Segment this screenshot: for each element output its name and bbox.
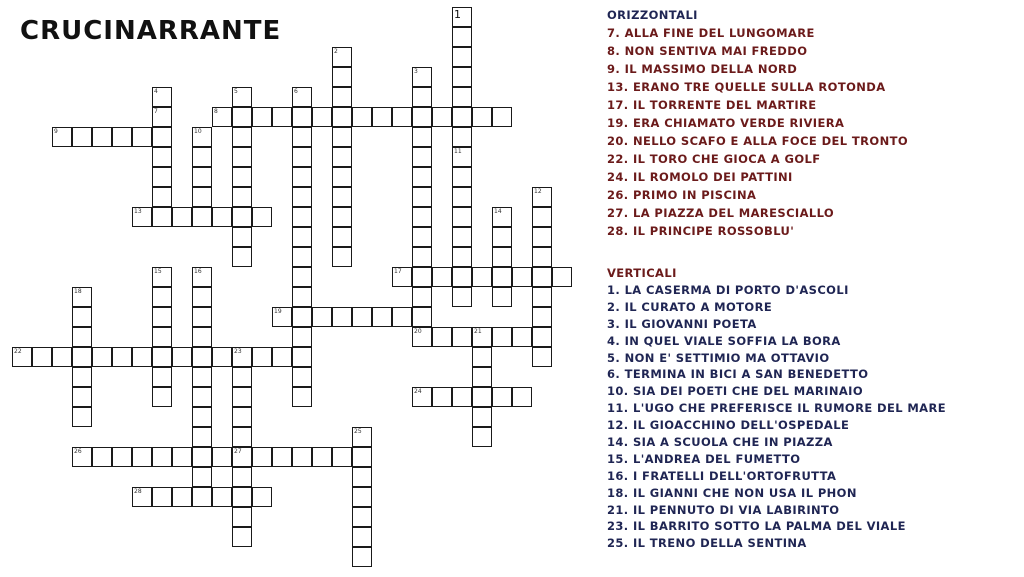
grid-cell[interactable] bbox=[332, 67, 352, 87]
clue-number: 17 bbox=[394, 268, 402, 275]
across-clue-list bbox=[607, 24, 1017, 240]
grid-cell[interactable] bbox=[532, 347, 552, 367]
grid-cell[interactable] bbox=[132, 347, 152, 367]
grid-cell[interactable] bbox=[432, 327, 452, 347]
grid-cell[interactable] bbox=[232, 407, 252, 427]
grid-cell[interactable] bbox=[272, 107, 292, 127]
grid-cell[interactable] bbox=[232, 367, 252, 387]
grid-cell[interactable] bbox=[112, 127, 132, 147]
grid-cell[interactable] bbox=[532, 307, 552, 327]
grid-cell[interactable] bbox=[72, 307, 92, 327]
grid-cell[interactable] bbox=[332, 127, 352, 147]
across-clue: 9. IL MASSIMO DELLA NORD bbox=[607, 62, 798, 76]
grid-cell[interactable] bbox=[492, 327, 512, 347]
grid-cell[interactable] bbox=[252, 207, 272, 227]
grid-cell[interactable] bbox=[492, 247, 512, 267]
clue-number: 25 bbox=[354, 428, 362, 435]
grid-cell[interactable] bbox=[192, 187, 212, 207]
grid-cell[interactable] bbox=[72, 407, 92, 427]
grid-cell[interactable] bbox=[192, 367, 212, 387]
across-clue: 24. IL ROMOLO DEI PATTINI bbox=[607, 170, 793, 184]
clue-number: 11 bbox=[454, 148, 462, 155]
grid-cell[interactable] bbox=[292, 207, 312, 227]
across-clue: 22. IL TORO CHE GIOCA A GOLF bbox=[607, 152, 821, 166]
grid-cell[interactable] bbox=[232, 167, 252, 187]
grid-cell[interactable] bbox=[352, 507, 372, 527]
grid-cell[interactable] bbox=[332, 187, 352, 207]
grid-cell[interactable] bbox=[532, 207, 552, 227]
clue-number: 23 bbox=[234, 348, 242, 355]
grid-cell[interactable] bbox=[252, 347, 272, 367]
down-heading: VERTICALI bbox=[607, 266, 677, 280]
clue-number: 13 bbox=[134, 208, 142, 215]
grid-cell[interactable] bbox=[412, 227, 432, 247]
grid-cell[interactable] bbox=[232, 527, 252, 547]
grid-cell[interactable] bbox=[192, 387, 212, 407]
grid-cell[interactable] bbox=[532, 267, 552, 287]
grid-cell[interactable] bbox=[352, 467, 372, 487]
down-clue: 21. IL PENNUTO DI VIA LABIRINTO bbox=[607, 502, 840, 517]
grid-cell[interactable] bbox=[472, 367, 492, 387]
grid-cell[interactable] bbox=[432, 267, 452, 287]
grid-cell[interactable] bbox=[332, 307, 352, 327]
clue-number: 14 bbox=[494, 208, 502, 215]
grid-cell[interactable] bbox=[452, 387, 472, 407]
grid-cell[interactable] bbox=[192, 407, 212, 427]
grid-cell[interactable] bbox=[152, 327, 172, 347]
down-clues bbox=[607, 265, 1017, 552]
grid-cell[interactable] bbox=[152, 347, 172, 367]
clue-number: 2 bbox=[334, 48, 338, 55]
grid-cell[interactable] bbox=[152, 387, 172, 407]
grid-cell[interactable] bbox=[292, 387, 312, 407]
grid-cell[interactable] bbox=[332, 227, 352, 247]
clue-number: 24 bbox=[414, 388, 422, 395]
grid-cell[interactable] bbox=[532, 227, 552, 247]
grid-cell[interactable] bbox=[312, 307, 332, 327]
grid-cell[interactable] bbox=[472, 347, 492, 367]
grid-cell[interactable] bbox=[192, 207, 212, 227]
grid-cell[interactable] bbox=[112, 447, 132, 467]
grid-cell[interactable] bbox=[52, 347, 72, 367]
down-clue: 3. IL GIOVANNI POETA bbox=[607, 316, 757, 331]
grid-cell[interactable] bbox=[352, 107, 372, 127]
grid-cell[interactable] bbox=[432, 387, 452, 407]
grid-cell[interactable] bbox=[312, 107, 332, 127]
grid-cell[interactable] bbox=[172, 347, 192, 367]
grid-cell[interactable] bbox=[292, 147, 312, 167]
grid-cell[interactable] bbox=[292, 287, 312, 307]
grid-cell[interactable] bbox=[212, 347, 232, 367]
grid-cell[interactable] bbox=[412, 147, 432, 167]
down-clue: 14. SIA A SCUOLA CHE IN PIAZZA bbox=[607, 435, 833, 450]
grid-cell[interactable] bbox=[512, 387, 532, 407]
grid-cell[interactable] bbox=[312, 447, 332, 467]
grid-cell[interactable] bbox=[492, 387, 512, 407]
grid-cell[interactable] bbox=[292, 127, 312, 147]
grid-cell[interactable] bbox=[292, 107, 312, 127]
grid-cell[interactable] bbox=[32, 347, 52, 367]
page-title: CRUCINARRANTE bbox=[20, 16, 282, 46]
grid-cell[interactable] bbox=[232, 467, 252, 487]
clue-number: 8 bbox=[214, 108, 218, 115]
grid-cell[interactable] bbox=[412, 307, 432, 327]
grid-cell[interactable] bbox=[552, 267, 572, 287]
grid-cell[interactable] bbox=[232, 107, 252, 127]
grid-cell[interactable] bbox=[352, 547, 372, 567]
grid-cell[interactable] bbox=[292, 167, 312, 187]
grid-cell[interactable] bbox=[332, 247, 352, 267]
grid-cell[interactable] bbox=[412, 167, 432, 187]
down-clue: 11. L'UGO CHE PREFERISCE IL RUMORE DEL MARE bbox=[607, 401, 946, 416]
down-clue: 18. IL GIANNI CHE NON USA IL PHON bbox=[607, 485, 857, 500]
grid-cell[interactable] bbox=[232, 207, 252, 227]
grid-cell[interactable] bbox=[412, 207, 432, 227]
down-clue: 10. SIA DEI POETI CHE DEL MARINAIO bbox=[607, 384, 864, 399]
grid-cell[interactable] bbox=[332, 167, 352, 187]
grid-cell[interactable] bbox=[332, 107, 352, 127]
down-clue: 2. IL CURATO A MOTORE bbox=[607, 299, 773, 314]
grid-cell[interactable] bbox=[452, 287, 472, 307]
grid-cell[interactable] bbox=[452, 87, 472, 107]
down-clue-list bbox=[607, 282, 1017, 552]
grid-cell[interactable] bbox=[212, 487, 232, 507]
clue-number: 15 bbox=[154, 268, 162, 275]
clue-number: 6 bbox=[294, 88, 298, 95]
down-clue: 23. IL BARRITO SOTTO LA PALMA DEL VIALE bbox=[607, 519, 906, 534]
grid-cell[interactable] bbox=[272, 447, 292, 467]
grid-cell[interactable] bbox=[452, 227, 472, 247]
grid-cell[interactable] bbox=[172, 207, 192, 227]
grid-cell[interactable] bbox=[532, 287, 552, 307]
grid-cell[interactable] bbox=[412, 287, 432, 307]
grid-cell[interactable] bbox=[92, 347, 112, 367]
across-heading: ORIZZONTALI bbox=[607, 8, 698, 22]
grid-cell[interactable] bbox=[452, 267, 472, 287]
grid-cell[interactable] bbox=[152, 367, 172, 387]
grid-cell[interactable] bbox=[372, 307, 392, 327]
grid-cell[interactable] bbox=[532, 247, 552, 267]
clue-number: 5 bbox=[234, 88, 238, 95]
grid-cell[interactable] bbox=[192, 347, 212, 367]
grid-cell[interactable] bbox=[172, 447, 192, 467]
clue-number: 9 bbox=[54, 128, 58, 135]
grid-cell[interactable] bbox=[212, 207, 232, 227]
grid-cell[interactable] bbox=[452, 67, 472, 87]
grid-cell[interactable] bbox=[112, 347, 132, 367]
grid-cell[interactable] bbox=[492, 107, 512, 127]
grid-cell[interactable] bbox=[292, 307, 312, 327]
clue-number: 19 bbox=[274, 308, 282, 315]
grid-cell[interactable] bbox=[152, 447, 172, 467]
down-clue: 1. LA CASERMA DI PORTO D'ASCOLI bbox=[607, 283, 849, 297]
grid-cell[interactable] bbox=[292, 447, 312, 467]
clue-number: 10 bbox=[194, 128, 202, 135]
grid-cell[interactable] bbox=[92, 447, 112, 467]
grid-cell[interactable] bbox=[332, 87, 352, 107]
grid-cell[interactable] bbox=[192, 327, 212, 347]
clue-number: 22 bbox=[14, 348, 22, 355]
grid-cell[interactable] bbox=[292, 347, 312, 367]
grid-cell[interactable] bbox=[72, 347, 92, 367]
across-clue: 7. ALLA FINE DEL LUNGOMARE bbox=[607, 26, 815, 40]
grid-cell[interactable] bbox=[452, 107, 472, 127]
grid-cell[interactable] bbox=[412, 127, 432, 147]
across-clue: 28. IL PRINCIPE ROSSOBLU' bbox=[607, 224, 795, 238]
grid-cell[interactable] bbox=[352, 447, 372, 467]
grid-cell[interactable] bbox=[472, 407, 492, 427]
grid-cell[interactable] bbox=[232, 507, 252, 527]
grid-cell[interactable] bbox=[192, 447, 212, 467]
grid-cell[interactable] bbox=[192, 487, 212, 507]
grid-cell[interactable] bbox=[492, 267, 512, 287]
grid-cell[interactable] bbox=[472, 107, 492, 127]
grid-cell[interactable] bbox=[452, 327, 472, 347]
grid-cell[interactable] bbox=[152, 167, 172, 187]
grid-cell[interactable] bbox=[152, 187, 172, 207]
grid-cell[interactable] bbox=[232, 247, 252, 267]
grid-cell[interactable] bbox=[452, 127, 472, 147]
across-clue: 27. LA PIAZZA DEL MARESCIALLO bbox=[607, 206, 835, 220]
grid-cell[interactable] bbox=[472, 427, 492, 447]
down-clue: 6. TERMINA IN BICI A SAN BENEDETTO bbox=[607, 367, 869, 382]
grid-cell[interactable] bbox=[392, 107, 412, 127]
grid-cell[interactable] bbox=[432, 107, 452, 127]
grid-cell[interactable] bbox=[192, 167, 212, 187]
grid-cell[interactable] bbox=[252, 487, 272, 507]
across-clue: 26. PRIMO IN PISCINA bbox=[607, 188, 757, 202]
grid-cell[interactable] bbox=[152, 287, 172, 307]
grid-cell[interactable] bbox=[352, 307, 372, 327]
grid-cell[interactable] bbox=[412, 187, 432, 207]
grid-cell[interactable] bbox=[372, 107, 392, 127]
grid-cell[interactable] bbox=[232, 427, 252, 447]
clue-number: 12 bbox=[534, 188, 542, 195]
grid-cell[interactable] bbox=[152, 487, 172, 507]
across-clue: 19. ERA CHIAMATO VERDE RIVIERA bbox=[607, 116, 845, 130]
grid-cell[interactable] bbox=[532, 327, 552, 347]
grid-cell[interactable] bbox=[132, 447, 152, 467]
grid-cell[interactable] bbox=[72, 127, 92, 147]
grid-cell[interactable] bbox=[92, 127, 112, 147]
grid-cell[interactable] bbox=[412, 107, 432, 127]
grid-cell[interactable] bbox=[452, 47, 472, 67]
grid-cell[interactable] bbox=[412, 87, 432, 107]
grid-cell[interactable] bbox=[512, 327, 532, 347]
grid-cell[interactable] bbox=[412, 247, 432, 267]
across-clue: 13. ERANO TRE QUELLE SULLA ROTONDA bbox=[607, 80, 886, 94]
grid-cell[interactable] bbox=[152, 207, 172, 227]
grid-cell[interactable] bbox=[152, 147, 172, 167]
grid-cell[interactable] bbox=[72, 367, 92, 387]
clue-number: 21 bbox=[474, 328, 482, 335]
clue-number: 7 bbox=[154, 108, 158, 115]
grid-cell[interactable] bbox=[492, 227, 512, 247]
grid-cell[interactable] bbox=[332, 207, 352, 227]
grid-cell[interactable] bbox=[152, 127, 172, 147]
grid-cell[interactable] bbox=[132, 127, 152, 147]
grid-cell[interactable] bbox=[152, 307, 172, 327]
grid-cell[interactable] bbox=[232, 187, 252, 207]
clue-number: 18 bbox=[74, 288, 82, 295]
grid-cell[interactable] bbox=[232, 127, 252, 147]
grid-cell[interactable] bbox=[192, 147, 212, 167]
grid-cell[interactable] bbox=[452, 207, 472, 227]
down-clue: 16. I FRATELLI DELL'ORTOFRUTTA bbox=[607, 468, 837, 483]
grid-cell[interactable] bbox=[252, 447, 272, 467]
down-clue: 15. L'ANDREA DEL FUMETTO bbox=[607, 451, 801, 466]
clue-number: 28 bbox=[134, 488, 142, 495]
grid-cell[interactable] bbox=[232, 227, 252, 247]
grid-cell[interactable] bbox=[332, 147, 352, 167]
clue-number: 26 bbox=[74, 448, 82, 455]
across-clues bbox=[607, 7, 1017, 240]
clue-number: 3 bbox=[414, 68, 418, 75]
grid-cell[interactable] bbox=[212, 447, 232, 467]
clue-number: 20 bbox=[414, 328, 422, 335]
clue-number: 16 bbox=[194, 268, 202, 275]
grid-cell[interactable] bbox=[472, 387, 492, 407]
grid-cell[interactable] bbox=[332, 447, 352, 467]
grid-cell[interactable] bbox=[172, 487, 192, 507]
across-clue: 8. NON SENTIVA MAI FREDDO bbox=[607, 44, 808, 58]
grid-cell[interactable] bbox=[72, 327, 92, 347]
clue-number: 1 bbox=[454, 8, 461, 21]
down-clue: 5. NON E' SETTIMIO MA OTTAVIO bbox=[607, 350, 830, 365]
grid-cell[interactable] bbox=[232, 147, 252, 167]
grid-cell[interactable] bbox=[452, 187, 472, 207]
grid-cell[interactable] bbox=[292, 267, 312, 287]
grid-cell[interactable] bbox=[492, 287, 512, 307]
grid-cell[interactable] bbox=[72, 387, 92, 407]
grid-cell[interactable] bbox=[272, 347, 292, 367]
down-clue: 4. IN QUEL VIALE SOFFIA LA BORA bbox=[607, 333, 841, 348]
grid-cell[interactable] bbox=[452, 27, 472, 47]
grid-cell[interactable] bbox=[232, 387, 252, 407]
grid-cell[interactable] bbox=[292, 247, 312, 267]
grid-cell[interactable] bbox=[352, 487, 372, 507]
grid-cell[interactable] bbox=[292, 187, 312, 207]
grid-cell[interactable] bbox=[392, 307, 412, 327]
down-clue: 25. IL TRENO DELLA SENTINA bbox=[607, 536, 807, 551]
grid-cell[interactable] bbox=[192, 287, 212, 307]
across-clue: 20. NELLO SCAFO E ALLA FOCE DEL TRONTO bbox=[607, 134, 909, 148]
grid-cell[interactable] bbox=[192, 427, 212, 447]
grid-cell[interactable] bbox=[452, 247, 472, 267]
clue-number: 4 bbox=[154, 88, 158, 95]
down-clue: 12. IL GIOACCHINO DELL'OSPEDALE bbox=[607, 418, 850, 433]
grid-cell[interactable] bbox=[512, 267, 532, 287]
grid-cell[interactable] bbox=[292, 367, 312, 387]
grid-cell[interactable] bbox=[352, 527, 372, 547]
grid-cell[interactable] bbox=[472, 267, 492, 287]
grid-cell[interactable] bbox=[232, 487, 252, 507]
grid-cell[interactable] bbox=[412, 267, 432, 287]
clue-number: 27 bbox=[234, 448, 242, 455]
grid-cell[interactable] bbox=[452, 167, 472, 187]
grid-cell[interactable] bbox=[292, 327, 312, 347]
grid-cell[interactable] bbox=[252, 107, 272, 127]
grid-cell[interactable] bbox=[292, 227, 312, 247]
grid-cell[interactable] bbox=[192, 467, 212, 487]
grid-cell[interactable] bbox=[192, 307, 212, 327]
across-clue: 17. IL TORRENTE DEL MARTIRE bbox=[607, 98, 817, 112]
